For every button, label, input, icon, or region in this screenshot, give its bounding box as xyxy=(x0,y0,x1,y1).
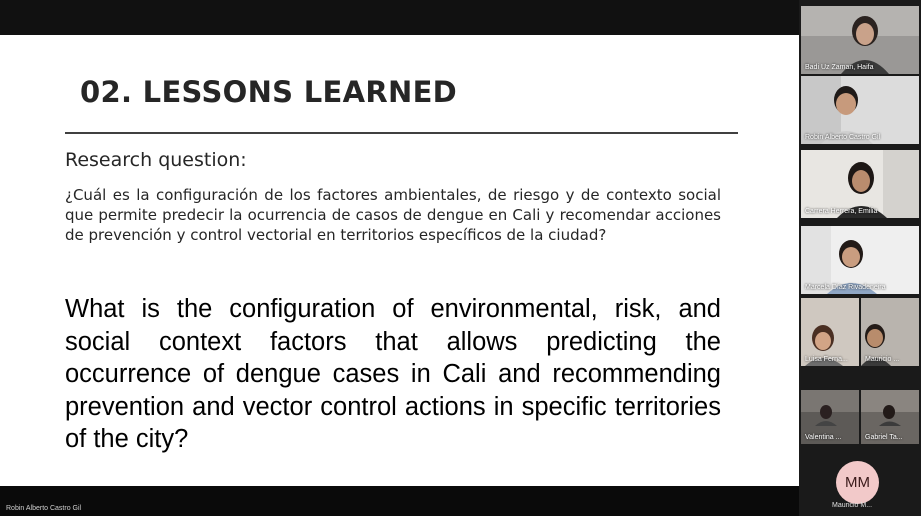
participant-tile[interactable] xyxy=(861,390,919,444)
participant-name: Gabriel Ta... xyxy=(865,434,903,441)
participant-name: Robin Alberto Castro Gil xyxy=(805,134,881,141)
english-question: What is the configuration of environmental, risk, and social context factors that allows predicting the occurrence of dengue cases in Cali and recommending prevention and vector control actions in specific territories of the city? xyxy=(65,295,721,453)
participant-tile[interactable] xyxy=(801,76,919,144)
participant-name: Carrera Herrera, Emilia xyxy=(805,208,878,215)
participant-tile[interactable] xyxy=(801,298,859,366)
slide-title: 02. LESSONS LEARNED xyxy=(80,75,458,109)
participant-tile[interactable] xyxy=(801,150,919,218)
spanish-question: ¿Cuál es la configuración de los factores ambientales, de riesgo y de contexto social que permite predecir la ocurrencia de casos de dengue en Cali y recomendar acciones de prevención y control vectorial en territorios específicos de la ciudad? xyxy=(65,186,721,244)
presenter-name: Robin Alberto Castro Gil xyxy=(6,505,82,512)
participant-name: Marcela Díaz Rivadeneira xyxy=(805,284,886,291)
avatar[interactable]: MM xyxy=(836,461,879,504)
participant-tile[interactable] xyxy=(801,390,859,444)
presenter-bar xyxy=(0,486,799,516)
participant-tile[interactable] xyxy=(801,6,919,74)
participant-name: Badi Uz Zaman, Haifa xyxy=(805,64,874,71)
shared-slide xyxy=(0,35,799,486)
research-question-label: Research question: xyxy=(65,149,247,171)
participant-tile-active[interactable] xyxy=(801,226,919,294)
participant-name: Valentina ... xyxy=(805,434,842,441)
participant-name: Mauricio ... xyxy=(865,356,900,363)
slide-divider xyxy=(65,132,738,134)
avatar-name: Mauricio M... xyxy=(832,502,873,509)
participant-name: Luisa Ferna... xyxy=(805,356,848,363)
participant-tile[interactable] xyxy=(861,298,919,366)
